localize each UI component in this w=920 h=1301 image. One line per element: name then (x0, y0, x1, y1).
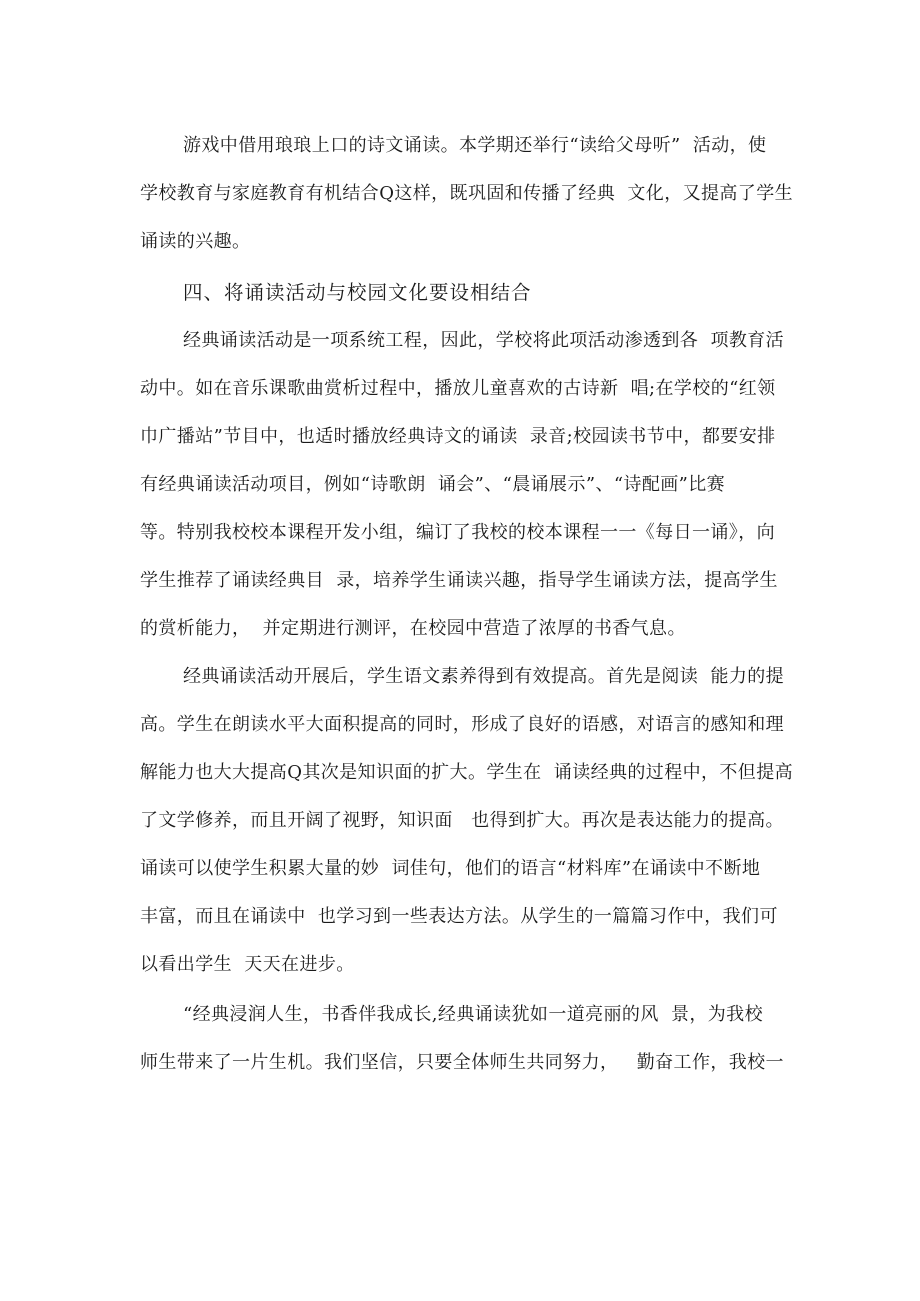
text-line: 游戏中借用琅琅上口的诗文诵读。本学期还举行“读给父母听” 活动，使 (183, 135, 767, 156)
text-line: “经典浸润人生，书香伴我成长,经典诵读犹如一道亮丽的风 景，为我校 (183, 1004, 763, 1025)
text-line: 诵读可以使学生积累大量的妙 词佳句，他们的语言“材料库”在诵读中不断地 (140, 858, 761, 879)
text-line: 有经典诵读活动项目，例如“诗歌朗 诵会”、“晨诵展示”、“诗配画”比赛 (140, 474, 726, 495)
text-line: 师生带来了一片生机。我们坚信，只要全体师生共同努力， 勤奋工作，我校一 (140, 1052, 784, 1073)
text-line: 高。学生在朗读水平大面积提高的同时，形成了良好的语感，对语言的感知和理 (140, 714, 784, 735)
text-line: 诵读的兴趣。 (140, 231, 251, 252)
text-line: 丰富，而且在诵读中 也学习到一些表达方法。从学生的一篇篇习作中，我们可 (140, 906, 778, 927)
text-line: 巾广播站”节目中，也适时播放经典诗文的诵读 录音;校园读书节中，都要安排 (140, 426, 776, 447)
text-line: 学生推荐了诵读经典目 录，培养学生诵读兴趣，指导学生诵读方法，提高学生 (140, 570, 778, 591)
text-line: 以看出学生 天天在进步。 (140, 954, 355, 975)
text-line: 经典诵读活动是一项系统工程，因此，学校将此项活动渗透到各 项教育活 (183, 330, 785, 351)
text-line: 动中。如在音乐课歌曲赏析过程中，播放儿童喜欢的古诗新 唱;在学校的“红领 (140, 378, 776, 399)
text-line: 了文学修养，而且开阔了视野，知识面 也得到扩大。再次是表达能力的提高。 (140, 810, 784, 831)
text-line: 学校教育与家庭教育有机结合Q这样，既巩固和传播了经典 文化，又提高了学生 (140, 183, 793, 204)
text-line: 等。特别我校校本课程开发小组，编订了我校的校本课程一一《每日一诵》，向 (140, 522, 775, 543)
text-line: 的赏析能力， 并定期进行测评，在校园中营造了浓厚的书香气息。 (140, 618, 686, 639)
text-line: 经典诵读活动开展后，学生语文素养得到有效提高。首先是阅读 能力的提 (183, 666, 785, 687)
section-heading: 四、将诵读活动与校园文化要设相结合 (183, 281, 532, 304)
text-line: 解能力也大大提高Q其次是知识面的扩大。学生在 诵读经典的过程中，不但提高 (140, 762, 793, 783)
